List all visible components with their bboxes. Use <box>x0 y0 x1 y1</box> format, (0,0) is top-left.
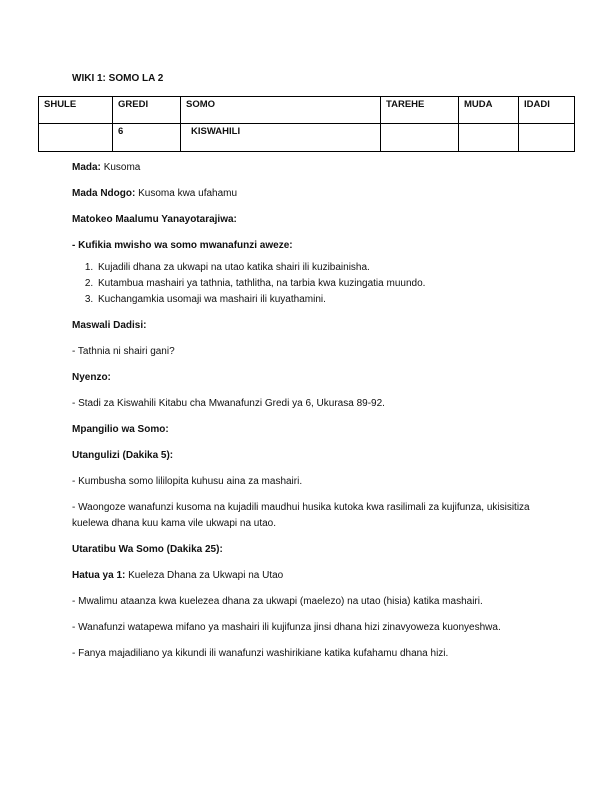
header-cell-muda: MUDA <box>459 97 519 124</box>
lesson-info-table <box>38 96 575 152</box>
hatua-value: Kueleza Dhana za Ukwapi na Utao <box>128 570 284 581</box>
utangulizi-paragraph-2: - Waongoze wanafunzi kusoma na kujadili maudhui husika kutoka kwa rasilimali za kujifunza, ukisisitiza kuelewa dhana kuu kama vile ukwapi na utao. <box>72 502 530 529</box>
mada-label: Mada: <box>72 162 101 173</box>
value-cell-idadi <box>519 124 575 152</box>
list-item: 1. Kujadili dhana za ukwapi na utao katika shairi ili kuzibainisha. <box>96 260 552 276</box>
header-cell-idadi: IDADI <box>519 97 575 124</box>
matokeo-intro: - Kufikia mwisho wa somo mwanafunzi aweze: <box>72 240 293 251</box>
header-cell-tarehe: TAREHE <box>381 97 459 124</box>
value-cell-shule <box>39 124 113 152</box>
list-item: 3. Kuchangamkia usomaji wa mashairi ili kuyathamini. <box>96 292 552 308</box>
value-cell-muda <box>459 124 519 152</box>
value-cell-gredi: 6 <box>113 124 181 152</box>
hatua-label: Hatua ya 1: <box>72 570 126 581</box>
lesson-body <box>72 160 552 672</box>
matokeo-list <box>72 260 552 308</box>
mpangilio-heading: Mpangilio wa Somo: <box>72 424 169 435</box>
nyenzo-heading: Nyenzo: <box>72 372 111 383</box>
header-cell-gredi: GREDI <box>113 97 181 124</box>
utangulizi-paragraph-1: - Kumbusha somo lililopita kuhusu aina za mashairi. <box>72 476 303 487</box>
maswali-heading: Maswali Dadisi: <box>72 320 147 331</box>
mada-line <box>72 160 552 176</box>
header-cell-somo: SOMO <box>181 97 381 124</box>
maswali-text: - Tathnia ni shairi gani? <box>72 346 175 357</box>
matokeo-heading: Matokeo Maalumu Yanayotarajiwa: <box>72 214 237 225</box>
info-table-header-row <box>39 97 575 124</box>
value-cell-tarehe <box>381 124 459 152</box>
value-cell-somo: KISWAHILI <box>181 124 381 152</box>
nyenzo-text: - Stadi za Kiswahili Kitabu cha Mwanafunzi Gredi ya 6, Ukurasa 89-92. <box>72 398 385 409</box>
header-cell-shule: SHULE <box>39 97 113 124</box>
info-table-value-row <box>39 124 575 152</box>
list-item: 2. Kutambua mashairi ya tathnia, tathlitha, na tarbia kwa kuzingatia muundo. <box>96 276 552 292</box>
hatua-line <box>72 568 552 584</box>
hatua-paragraph-2: - Wanafunzi watapewa mifano ya mashairi ili kujifunza jinsi dhana hizi zinavyoweza kuonyeshwa. <box>72 622 501 633</box>
mada-ndogo-value: Kusoma kwa ufahamu <box>138 188 238 199</box>
utangulizi-heading: Utangulizi (Dakika 5): <box>72 450 174 461</box>
utaratibu-heading: Utaratibu Wa Somo (Dakika 25): <box>72 544 223 555</box>
mada-ndogo-label: Mada Ndogo: <box>72 188 136 199</box>
mada-ndogo-line <box>72 186 552 202</box>
mada-value: Kusoma <box>103 162 141 173</box>
hatua-paragraph-3: - Fanya majadiliano ya kikundi ili wanafunzi washirikiane katika kufahamu dhana hizi. <box>72 648 449 659</box>
hatua-paragraph-1: - Mwalimu ataanza kwa kuelezea dhana za ukwapi (maelezo) na utao (hisia) katika mashairi. <box>72 596 483 607</box>
lesson-title: WIKI 1: SOMO LA 2 <box>72 73 164 84</box>
